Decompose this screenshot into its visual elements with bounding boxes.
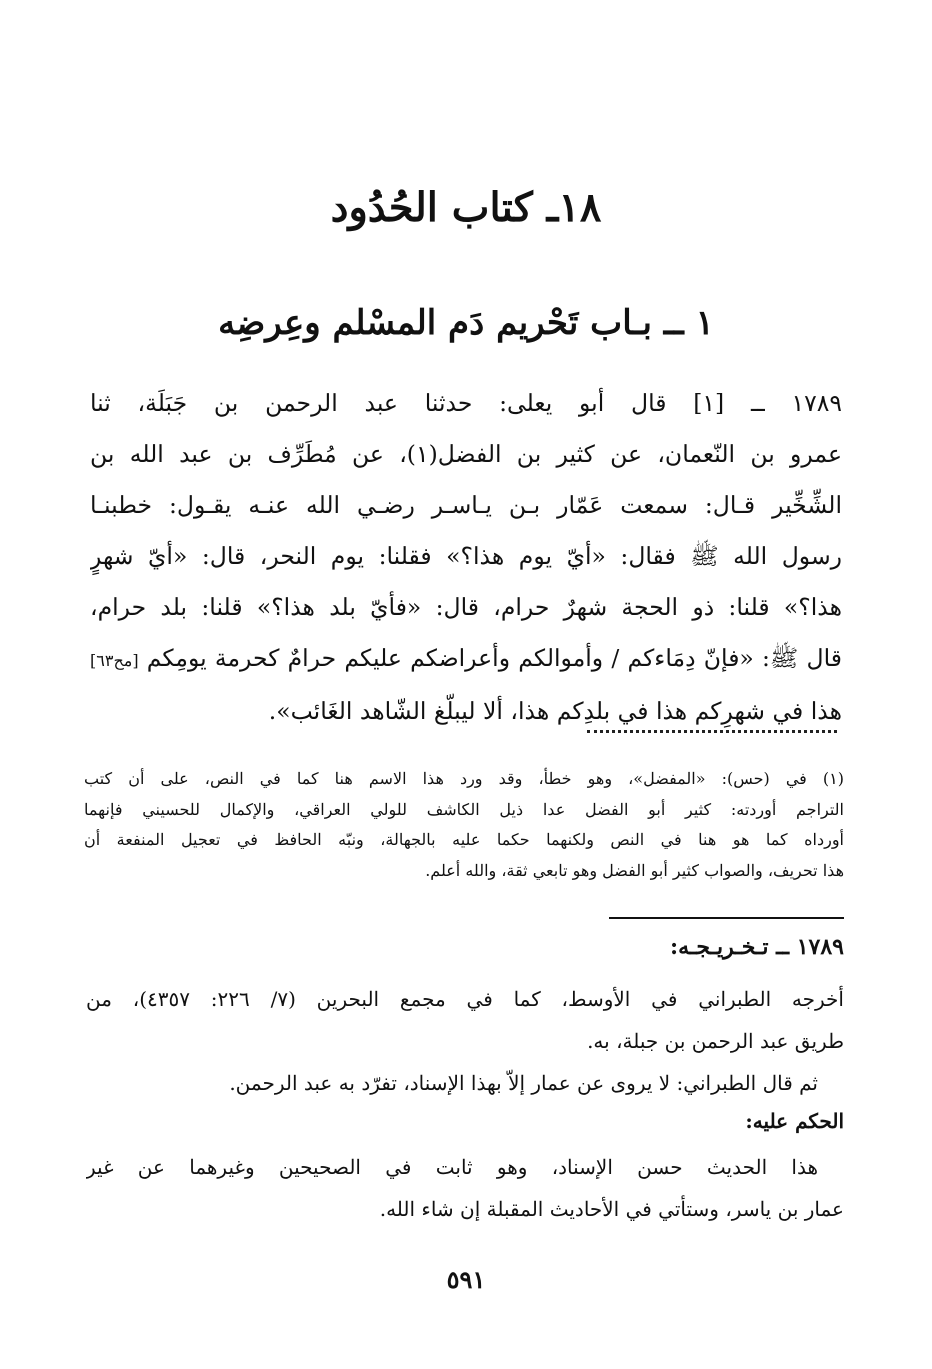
hukm-text [86,1146,844,1230]
hadith-line: ١٧٨٩ ــ [١] قال أبو يعلى: حدثنا عبد الرحمن بن جَبَلَة، ثنا [90,389,842,417]
hadith-line: هذا في شهرِكم هذا في بلدِكم هذا، ألا ليبلّغ الشّاهد الغَائب». [268,697,842,725]
footnote-line: أورداه كما هو هنا في النص ولكنهما حكما عليه بالجهالة، ونبّه الحافظ في تعجيل المنفعة أن [84,830,844,849]
takhrij-heading: ١٧٨٩ ــ تـخـريـجـه: [670,934,844,960]
takhrij-line: ثم قال الطبراني: لا يروى عن عمار إلاّ بهذا الإسناد، تفرّد به عبد الرحمن. [229,1071,818,1095]
hukm-heading: الحكم عليه: [745,1109,844,1133]
hadith-line: الشِّخِّير قـال: سمعت عَمّار بـن يـاسـر رضـي الله عنـه يقـول: خطبنـا [90,491,842,519]
takhrij-line: أخرجه الطبراني في الأوسط، كما في مجمع البحرين (٧/ ٢٢٦: ٤٣٥٧)، من [86,987,844,1011]
footnote-separator [587,730,837,733]
section-rule [609,917,844,919]
chapter-title: ١ ــ بـاب تَحْريم دَم المسْلم وعِرضِه [218,303,714,343]
hukm-line: هذا الحديث حسن الإسناد، وهو ثابت في الصحيحين وغيرهما عن غير [86,1155,818,1179]
page-number: ٥٩١ [446,1265,486,1294]
footnote-line: (١) في (حس): «المفضل»، وهو خطأ، وقد ورد هذا الاسم هنا كما في النص، على أن كتب [84,769,844,788]
footnote-line: هذا تحريف، والصواب كثير أبو الفضل وهو تابعي ثقة، والله أعلم. [425,860,844,880]
hadith-text [90,378,842,737]
footnote-line: التراجم أوردته: كثير أبو الفضل عدا ذيل الكاشف للولي العراقي، والإكمال للحسيني فإنهما [84,799,844,819]
book-title: ١٨ـ كتاب الحُدُود [330,184,602,231]
hadith-line: رسول الله ﷺ فقال: «أيّ يوم هذا؟» فقلنا: يوم النحر، قال: «أيّ شهرٍ [90,542,842,570]
hadith-line: قال ﷺ: «فإنّ دِمَاءكم / وأموالكم وأعراضكم عليكم حرامٌ كحرمة يومِكم [146,644,842,672]
hadith-line: عمرو بن النّعمان، عن كثير بن الفضل(١)، عن مُطَرِّف بن عبد الله بن [90,440,842,468]
margin-reference: [مح٦٣] [90,651,139,670]
footnote [84,764,844,886]
hukm-line: عمار بن ياسر، وستأتي في الأحاديث المقبلة إن شاء الله. [379,1197,844,1221]
takhrij-line: طريق عبد الرحمن بن جبلة، به. [587,1029,844,1053]
hadith-line: هذا؟» قلنا: ذو الحجة شهرٌ حرام، قال: «فأيّ بلد هذا؟» قلنا: بلد حرام، [90,593,842,621]
takhrij-text [86,978,844,1104]
hadith-line-with-ref [90,633,842,686]
